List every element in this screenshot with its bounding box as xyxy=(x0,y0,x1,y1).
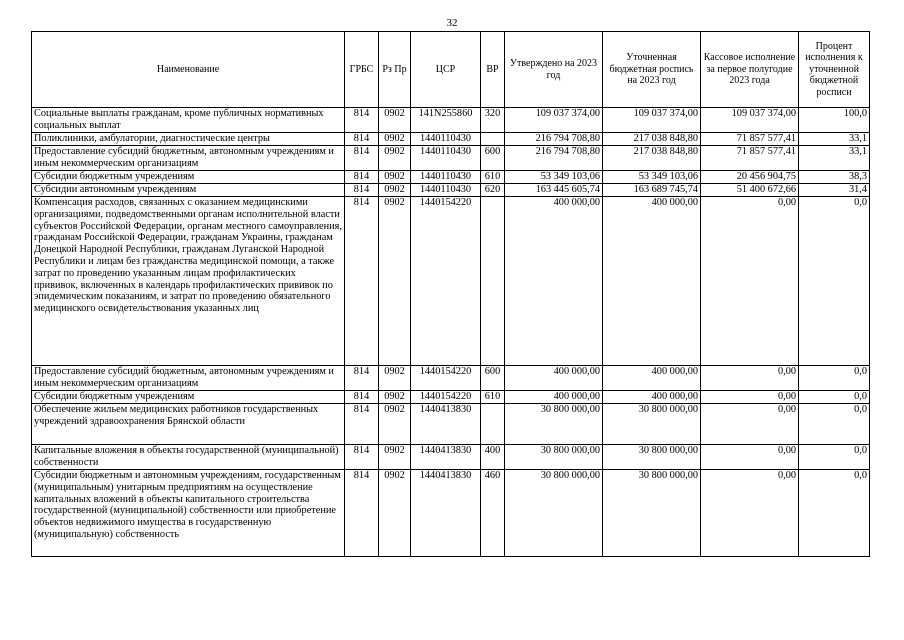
row-cash: 0,00 xyxy=(701,197,799,366)
row-csr: 1440110430 xyxy=(411,146,481,171)
row-refined: 217 038 848,80 xyxy=(603,133,701,146)
row-percent: 0,0 xyxy=(799,470,870,557)
row-percent: 31,4 xyxy=(799,184,870,197)
row-vr: 460 xyxy=(481,470,505,557)
row-grbs: 814 xyxy=(345,366,379,391)
row-refined: 30 800 000,00 xyxy=(603,470,701,557)
row-rzpr: 0902 xyxy=(379,366,411,391)
row-approved: 163 445 605,74 xyxy=(505,184,603,197)
row-percent: 100,0 xyxy=(799,108,870,133)
row-csr: 1440413830 xyxy=(411,445,481,470)
row-vr xyxy=(481,133,505,146)
table-row xyxy=(32,366,870,391)
row-csr: 1440413830 xyxy=(411,404,481,445)
row-refined: 53 349 103,06 xyxy=(603,171,701,184)
row-cash: 71 857 577,41 xyxy=(701,133,799,146)
row-vr: 610 xyxy=(481,171,505,184)
row-csr: 1440154220 xyxy=(411,197,481,366)
page-number: 32 xyxy=(446,17,458,29)
table-row xyxy=(32,133,870,146)
table-row xyxy=(32,108,870,133)
row-vr: 320 xyxy=(481,108,505,133)
row-percent: 0,0 xyxy=(799,391,870,404)
row-rzpr: 0902 xyxy=(379,108,411,133)
row-approved: 216 794 708,80 xyxy=(505,146,603,171)
header-rzpr: Рз Пр xyxy=(379,32,411,108)
row-vr: 610 xyxy=(481,391,505,404)
row-approved: 53 349 103,06 xyxy=(505,171,603,184)
row-rzpr: 0902 xyxy=(379,146,411,171)
row-grbs: 814 xyxy=(345,133,379,146)
row-vr: 400 xyxy=(481,445,505,470)
row-refined: 30 800 000,00 xyxy=(603,404,701,445)
row-approved: 30 800 000,00 xyxy=(505,470,603,557)
row-rzpr: 0902 xyxy=(379,184,411,197)
header-refined: Уточненная бюджетная роспись на 2023 год xyxy=(603,32,701,108)
row-cash: 51 400 672,66 xyxy=(701,184,799,197)
header-cash: Кассовое исполнение за первое полугодие 2023 года xyxy=(701,32,799,108)
row-percent: 33,1 xyxy=(799,133,870,146)
row-name: Социальные выплаты гражданам, кроме публичных нормативных социальных выплат xyxy=(32,108,345,133)
row-percent: 33,1 xyxy=(799,146,870,171)
row-cash: 0,00 xyxy=(701,391,799,404)
table-row xyxy=(32,470,870,557)
row-approved: 30 800 000,00 xyxy=(505,445,603,470)
row-vr xyxy=(481,197,505,366)
row-grbs: 814 xyxy=(345,391,379,404)
row-rzpr: 0902 xyxy=(379,197,411,366)
row-name: Предоставление субсидий бюджетным, автономным учреждениям и иным некоммерческим организациям xyxy=(32,146,345,171)
row-refined: 163 689 745,74 xyxy=(603,184,701,197)
row-name: Поликлиники, амбулатории, диагностические центры xyxy=(32,133,345,146)
row-approved: 400 000,00 xyxy=(505,391,603,404)
row-percent: 0,0 xyxy=(799,366,870,391)
row-vr: 620 xyxy=(481,184,505,197)
row-grbs: 814 xyxy=(345,197,379,366)
row-cash: 0,00 xyxy=(701,404,799,445)
row-rzpr: 0902 xyxy=(379,404,411,445)
row-csr: 1440413830 xyxy=(411,470,481,557)
row-approved: 400 000,00 xyxy=(505,197,603,366)
row-name: Субсидии автономным учреждениям xyxy=(32,184,345,197)
row-cash: 0,00 xyxy=(701,366,799,391)
row-vr: 600 xyxy=(481,366,505,391)
header-grbs: ГРБС xyxy=(345,32,379,108)
table-row xyxy=(32,391,870,404)
row-grbs: 814 xyxy=(345,171,379,184)
table-row xyxy=(32,184,870,197)
row-csr: 141N255860 xyxy=(411,108,481,133)
row-percent: 0,0 xyxy=(799,197,870,366)
row-vr xyxy=(481,404,505,445)
row-name: Субсидии бюджетным и автономным учреждениям, государственным (муниципальным) унитарным предприятиям на осуществление капитальных вложений в объекты капитального строительства государственной (муниципальной) собственности или приобретение объектов недвижимого имущества в государственную (муниципальную) собственность xyxy=(32,470,345,557)
row-vr: 600 xyxy=(481,146,505,171)
row-name: Предоставление субсидий бюджетным, автономным учреждениям и иным некоммерческим организациям xyxy=(32,366,345,391)
row-refined: 400 000,00 xyxy=(603,391,701,404)
row-grbs: 814 xyxy=(345,445,379,470)
header-name: Наименование xyxy=(32,32,345,108)
row-cash: 109 037 374,00 xyxy=(701,108,799,133)
row-rzpr: 0902 xyxy=(379,171,411,184)
row-refined: 400 000,00 xyxy=(603,366,701,391)
table-header-row xyxy=(32,32,870,108)
row-percent: 0,0 xyxy=(799,404,870,445)
row-grbs: 814 xyxy=(345,146,379,171)
table-row xyxy=(32,171,870,184)
table-row xyxy=(32,445,870,470)
row-rzpr: 0902 xyxy=(379,470,411,557)
row-name: Обеспечение жильем медицинских работников государственных учреждений здравоохранения Брянской области xyxy=(32,404,345,445)
row-cash: 0,00 xyxy=(701,470,799,557)
header-vr: ВР xyxy=(481,32,505,108)
header-percent: Процент исполнения к уточненной бюджетной росписи xyxy=(799,32,870,108)
row-csr: 1440110430 xyxy=(411,184,481,197)
row-approved: 400 000,00 xyxy=(505,366,603,391)
table-row xyxy=(32,404,870,445)
row-grbs: 814 xyxy=(345,184,379,197)
row-csr: 1440154220 xyxy=(411,391,481,404)
row-rzpr: 0902 xyxy=(379,133,411,146)
row-csr: 1440110430 xyxy=(411,171,481,184)
row-name: Субсидии бюджетным учреждениям xyxy=(32,171,345,184)
header-csr: ЦСР xyxy=(411,32,481,108)
row-percent: 0,0 xyxy=(799,445,870,470)
row-approved: 216 794 708,80 xyxy=(505,133,603,146)
budget-table xyxy=(31,31,870,557)
row-rzpr: 0902 xyxy=(379,445,411,470)
row-approved: 30 800 000,00 xyxy=(505,404,603,445)
row-cash: 20 456 904,75 xyxy=(701,171,799,184)
row-refined: 217 038 848,80 xyxy=(603,146,701,171)
row-csr: 1440154220 xyxy=(411,366,481,391)
row-name: Субсидии бюджетным учреждениям xyxy=(32,391,345,404)
row-grbs: 814 xyxy=(345,470,379,557)
row-cash: 0,00 xyxy=(701,445,799,470)
row-name: Капитальные вложения в объекты государственной (муниципальной) собственности xyxy=(32,445,345,470)
row-refined: 400 000,00 xyxy=(603,197,701,366)
row-refined: 30 800 000,00 xyxy=(603,445,701,470)
row-csr: 1440110430 xyxy=(411,133,481,146)
header-approved: Утверждено на 2023 год xyxy=(505,32,603,108)
table-row xyxy=(32,197,870,366)
row-refined: 109 037 374,00 xyxy=(603,108,701,133)
table-row xyxy=(32,146,870,171)
row-rzpr: 0902 xyxy=(379,391,411,404)
row-percent: 38,3 xyxy=(799,171,870,184)
row-approved: 109 037 374,00 xyxy=(505,108,603,133)
row-name: Компенсация расходов, связанных с оказанием медицинскими организациями, подведомственными органам исполнительной власти субъектов Российской Федерации, органам местного самоуправления, гражданам Российской Федерации, гражданам Украины, гражданам Донецкой Народной Республики, гражданам Луганской Народной Республики и лицам без гражданства медицинской помощи, а также затрат по проведению указанным лицам профилактических прививок, включенных в календарь профилактических прививок по эпидемическим показаниям, и затрат по проведению обязательного медицинского освидетельствования указанных лиц xyxy=(32,197,345,366)
row-grbs: 814 xyxy=(345,108,379,133)
row-cash: 71 857 577,41 xyxy=(701,146,799,171)
row-grbs: 814 xyxy=(345,404,379,445)
